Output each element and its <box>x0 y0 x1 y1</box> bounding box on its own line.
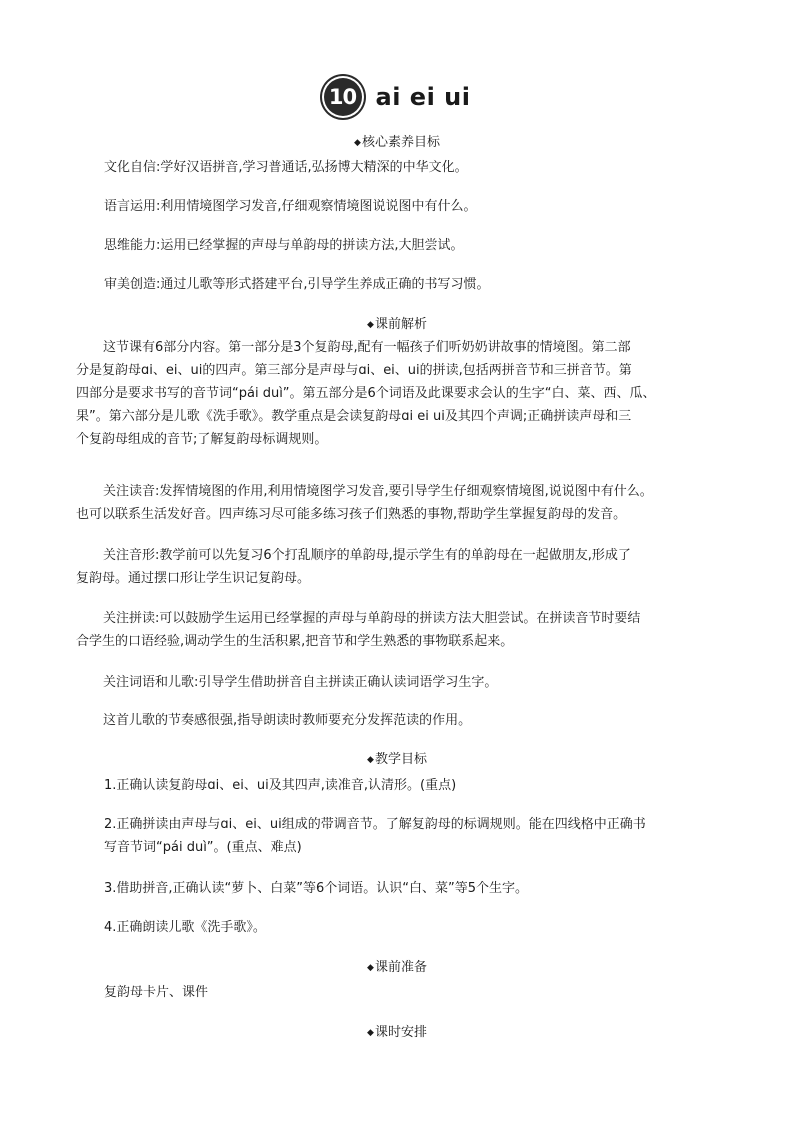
lesson-header <box>0 78 794 116</box>
core-goal-language: 语言运用:利用情境图学习发音,仔细观察情境图说说图中有什么。 <box>104 199 477 214</box>
analysis-spelling: 关注拼读:可以鼓励学生运用已经掌握的声母与单韵母的拼读方法大胆尝试。在拼读音节时要结 合学生的口语经验,调动学生的生活积累,把音节和学生熟悉的事物联系起来。 <box>76 611 641 649</box>
heading-text: 课前解析 <box>374 317 427 332</box>
section-heading-analysis <box>0 316 794 335</box>
core-goal-aesthetic: 审美创造:通过儿歌等形式搭建平台,引导学生养成正确的书写习惯。 <box>104 277 490 292</box>
analysis-rhythm: 这首儿歌的节奏感很强,指导朗读时教师要充分发挥范读的作用。 <box>103 713 472 728</box>
diamond-icon: ◆ <box>367 755 374 765</box>
analysis-reading: 关注读音:发挥情境图的作用,利用情境图学习发音,要引导学生仔细观察情境图,说说图中有什么。 也可以联系生活发好音。四声练习尽可能多练习孩子们熟悉的事物,帮助学生掌握复韵母的发音。 <box>76 484 653 522</box>
lesson-number-badge <box>324 78 362 116</box>
lesson-number: 10 <box>328 85 357 109</box>
preparation-text: 复韵母卡片、课件 <box>104 985 209 1000</box>
analysis-shape: 关注音形:教学前可以先复习6个打乱顺序的单韵母,提示学生有的单韵母在一起做朋友,形成了 复韵母。通过摆口形让学生识记复韵母。 <box>76 548 631 586</box>
section-heading-preparation <box>0 959 794 978</box>
heading-text: 核心素养目标 <box>361 135 440 150</box>
teaching-goal-1: 1.正确认读复韵母ɑi、ei、ui及其四声,读准音,认清形。(重点) <box>104 778 457 793</box>
teaching-goal-2: 2.正确拼读由声母与ɑi、ei、ui组成的带调音节。了解复韵母的标调规则。能在四线格中正确书 写音节词“pái duì”。(重点、难点) <box>104 817 646 855</box>
section-heading-core-goals <box>0 134 794 153</box>
diamond-icon: ◆ <box>367 963 374 973</box>
section-heading-teaching-goals <box>0 751 794 770</box>
heading-text: 教学目标 <box>374 752 427 767</box>
diamond-icon: ◆ <box>367 320 374 330</box>
teaching-goal-4: 4.正确朗读儿歌《洗手歌》。 <box>104 920 266 935</box>
diamond-icon: ◆ <box>367 1028 374 1038</box>
section-heading-schedule <box>0 1024 794 1043</box>
heading-text: 课前准备 <box>374 960 427 975</box>
heading-text: 课时安排 <box>374 1025 427 1040</box>
teaching-goal-3: 3.借助拼音,正确认读“萝卜、白菜”等6个词语。认识“白、菜”等5个生字。 <box>104 881 529 896</box>
analysis-words: 关注词语和儿歌:引导学生借助拼音自主拼读正确认读词语学习生字。 <box>103 675 498 690</box>
lesson-title: ai ei ui <box>375 83 471 111</box>
core-goal-thinking: 思维能力:运用已经掌握的声母与单韵母的拼读方法,大胆尝试。 <box>104 238 464 253</box>
diamond-icon: ◆ <box>354 138 361 148</box>
analysis-intro: 这节课有6部分内容。第一部分是3个复韵母,配有一幅孩子们听奶奶讲故事的情境图。第二部 分是复韵母ɑi、ei、ui的四声。第三部分是声母与ɑi、ei、ui的拼读,包括两拼音节和三拼音节。第 四部分是要求书写的音节词“pái duì”。第五部分是6个词语及此课要求会认的生字“白、菜、西、瓜、 果”。第六部分是儿歌《洗手歌》。教学重点是会读复韵母ɑi ei ui及其四个声调;正确拼读声母和三 个复韵母组成的音节;了解复韵母标调规则。 <box>76 340 656 447</box>
core-goal-culture: 文化自信:学好汉语拼音,学习普通话,弘扬博大精深的中华文化。 <box>104 160 468 175</box>
